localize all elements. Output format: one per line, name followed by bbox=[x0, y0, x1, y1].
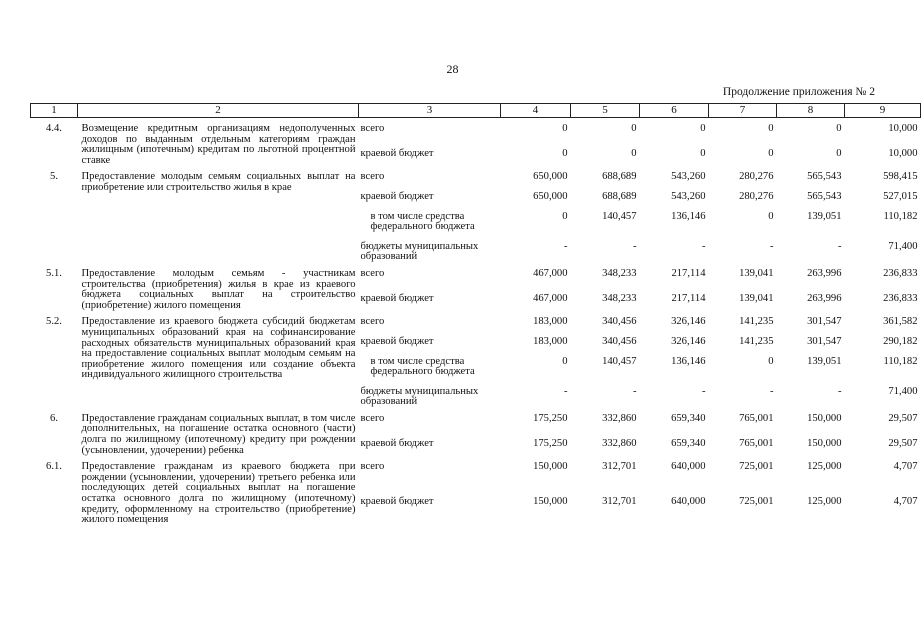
amount-cell: 659,340 bbox=[671, 438, 706, 450]
item-number: 5. bbox=[50, 171, 58, 183]
amount-cell: 71,400 bbox=[888, 385, 918, 397]
amount-cell: 0 bbox=[562, 210, 568, 222]
amount-cell: 332,860 bbox=[602, 412, 637, 424]
amount-cell: 650,000 bbox=[533, 190, 568, 202]
amount-cell: 0 bbox=[562, 355, 568, 367]
amount-cell: 10,000 bbox=[888, 123, 918, 134]
item-description: Предоставление молодым семьям социальных выплат на приобретение или строительство жилья в крае bbox=[81, 171, 356, 193]
amount-cell: 263,996 bbox=[807, 267, 842, 279]
amount-cell: 650,000 bbox=[533, 171, 568, 183]
amount-cell: 765,001 bbox=[739, 412, 774, 424]
amount-cell: 110,182 bbox=[883, 355, 918, 367]
header-cell: 2 bbox=[78, 104, 359, 118]
amount-cell: 0 bbox=[562, 148, 568, 160]
table-row bbox=[31, 263, 921, 285]
amount-cell: 140,457 bbox=[602, 355, 637, 367]
amount-cell: 598,415 bbox=[883, 171, 918, 183]
amount-cell: 312,701 bbox=[602, 461, 637, 473]
amount-cell: - bbox=[837, 240, 842, 252]
table-row bbox=[31, 408, 921, 430]
amount-cell: 688,689 bbox=[602, 171, 637, 183]
amount-cell: 125,000 bbox=[807, 461, 842, 473]
amount-cell: 4,707 bbox=[893, 461, 918, 473]
amount-cell: 125,000 bbox=[807, 496, 842, 508]
amount-cell: 725,001 bbox=[739, 461, 774, 473]
item-description: Предоставление молодым семьям - участникам строительства (приобретения) жилья в крае из краевого бюджета социальных выплат на строительство (приобретение) жилого помещения bbox=[81, 267, 356, 311]
amount-cell: 467,000 bbox=[533, 293, 568, 305]
amount-cell: 688,689 bbox=[602, 190, 637, 202]
item-number: 6. bbox=[50, 412, 58, 424]
amount-cell: 0 bbox=[768, 123, 774, 134]
table-header-row bbox=[31, 104, 921, 118]
item-number: 4.4. bbox=[46, 123, 62, 134]
amount-cell: 725,001 bbox=[739, 496, 774, 508]
funding-source: краевой бюджет bbox=[360, 190, 434, 202]
amount-cell: 141,235 bbox=[739, 316, 774, 328]
item-number: 6.1. bbox=[46, 461, 62, 473]
item-description: Предоставление гражданам из краевого бюджета при рождении (усыновлении, удочерении) третьего ребенка или последующих детей социальных выплат на погашение остатка основного долга по жилищному (ипотечному) кредиту, оформленному на строительство (приобретение) жилого помещения bbox=[81, 461, 356, 526]
budget-table bbox=[30, 103, 921, 526]
amount-cell: 139,041 bbox=[739, 267, 774, 279]
amount-cell: 340,456 bbox=[602, 335, 637, 347]
amount-cell: 71,400 bbox=[888, 240, 918, 252]
amount-cell: 0 bbox=[700, 148, 706, 160]
amount-cell: 136,146 bbox=[671, 355, 706, 367]
page-number: 28 bbox=[446, 62, 459, 76]
table-row bbox=[31, 118, 921, 141]
amount-cell: 0 bbox=[700, 123, 706, 134]
amount-cell: 263,996 bbox=[807, 293, 842, 305]
amount-cell: 565,543 bbox=[807, 190, 842, 202]
funding-source: в том числе средства федерального бюджета bbox=[370, 355, 475, 378]
amount-cell: 348,233 bbox=[602, 293, 637, 305]
amount-cell: 340,456 bbox=[602, 316, 637, 328]
amount-cell: 140,457 bbox=[602, 210, 637, 222]
amount-cell: 280,276 bbox=[739, 190, 774, 202]
table-row bbox=[31, 311, 921, 328]
amount-cell: 141,235 bbox=[739, 335, 774, 347]
amount-cell: 326,146 bbox=[671, 316, 706, 328]
amount-cell: - bbox=[769, 240, 774, 252]
item-number: 5.2. bbox=[46, 316, 62, 328]
amount-cell: 4,707 bbox=[893, 496, 918, 508]
funding-source: краевой бюджет bbox=[360, 496, 434, 508]
amount-cell: 0 bbox=[631, 148, 637, 160]
amount-cell: 217,114 bbox=[671, 267, 706, 279]
amount-cell: 150,000 bbox=[533, 496, 568, 508]
amount-cell: 765,001 bbox=[739, 438, 774, 450]
amount-cell: 183,000 bbox=[533, 316, 568, 328]
amount-cell: - bbox=[837, 385, 842, 397]
amount-cell: 543,260 bbox=[671, 190, 706, 202]
amount-cell: 150,000 bbox=[807, 412, 842, 424]
amount-cell: 467,000 bbox=[533, 267, 568, 279]
header-cell: 9 bbox=[845, 104, 921, 118]
amount-cell: 348,233 bbox=[602, 267, 637, 279]
amount-cell: 139,041 bbox=[739, 293, 774, 305]
funding-source: в том числе средства федерального бюджета bbox=[370, 210, 475, 233]
amount-cell: 150,000 bbox=[533, 461, 568, 473]
amount-cell: 659,340 bbox=[671, 412, 706, 424]
funding-source: всего bbox=[360, 171, 385, 183]
amount-cell: 527,015 bbox=[883, 190, 918, 202]
funding-source: краевой бюджет bbox=[360, 335, 434, 347]
funding-source: краевой бюджет bbox=[360, 148, 434, 160]
amount-cell: 361,582 bbox=[883, 316, 918, 328]
amount-cell: 565,543 bbox=[807, 171, 842, 183]
header-cell: 1 bbox=[31, 104, 78, 118]
funding-source: бюджеты муниципальных образований bbox=[360, 385, 479, 408]
item-number: 5.1. bbox=[46, 267, 62, 279]
amount-cell: 175,250 bbox=[533, 438, 568, 450]
item-description: Предоставление из краевого бюджета субсидий бюджетам муниципальных образований края на софинансирование расходных обязательств муниципальных образований края на предоставление социальных выплат молодым семьям на приобретение жилого помещения или создание объекта индивидуального жилищного строительства bbox=[81, 316, 356, 381]
amount-cell: 0 bbox=[562, 123, 568, 134]
amount-cell: 29,507 bbox=[888, 438, 918, 450]
header-cell: 4 bbox=[501, 104, 571, 118]
amount-cell: - bbox=[701, 385, 706, 397]
header-cell: 8 bbox=[777, 104, 845, 118]
amount-cell: 150,000 bbox=[807, 438, 842, 450]
amount-cell: 0 bbox=[631, 123, 637, 134]
item-description: Возмещение кредитным организациям недополученных доходов по выданным отдельным категориям граждан жилищным (ипотечным) кредитам по льготной процентной ставке bbox=[81, 123, 356, 166]
amount-cell: 0 bbox=[836, 148, 842, 160]
amount-cell: 10,000 bbox=[888, 148, 918, 160]
amount-cell: 139,051 bbox=[807, 355, 842, 367]
amount-cell: - bbox=[632, 385, 637, 397]
amount-cell: - bbox=[769, 385, 774, 397]
funding-source: всего bbox=[360, 412, 385, 424]
amount-cell: 236,833 bbox=[883, 293, 918, 305]
amount-cell: - bbox=[563, 385, 568, 397]
amount-cell: 280,276 bbox=[739, 171, 774, 183]
funding-source: всего bbox=[360, 123, 385, 134]
amount-cell: 139,051 bbox=[807, 210, 842, 222]
amount-cell: 175,250 bbox=[533, 412, 568, 424]
amount-cell: - bbox=[563, 240, 568, 252]
amount-cell: 0 bbox=[768, 355, 774, 367]
amount-cell: 236,833 bbox=[883, 267, 918, 279]
amount-cell: 640,000 bbox=[671, 496, 706, 508]
amount-cell: - bbox=[632, 240, 637, 252]
amount-cell: 301,547 bbox=[807, 335, 842, 347]
funding-source: всего bbox=[360, 316, 385, 328]
amount-cell: - bbox=[701, 240, 706, 252]
item-description: Предоставление гражданам социальных выплат, в том числе дополнительных, на погашение остатка основного (части) долга по жилищному (ипотечному) кредиту при рождении (усыновлении, удочерении) ребенка bbox=[81, 412, 356, 456]
table-body bbox=[31, 118, 921, 526]
amount-cell: 29,507 bbox=[888, 412, 918, 424]
amount-cell: 217,114 bbox=[671, 293, 706, 305]
funding-source: краевой бюджет bbox=[360, 438, 434, 450]
amount-cell: 0 bbox=[768, 148, 774, 160]
amount-cell: 290,182 bbox=[883, 335, 918, 347]
amount-cell: 0 bbox=[768, 210, 774, 222]
amount-cell: 301,547 bbox=[807, 316, 842, 328]
funding-source: всего bbox=[360, 461, 385, 473]
amount-cell: 543,260 bbox=[671, 171, 706, 183]
amount-cell: 312,701 bbox=[602, 496, 637, 508]
continuation-note: Продолжение приложения № 2 bbox=[722, 86, 875, 98]
amount-cell: 332,860 bbox=[602, 438, 637, 450]
funding-source: бюджеты муниципальных образований bbox=[360, 240, 479, 263]
funding-source: краевой бюджет bbox=[360, 293, 434, 305]
amount-cell: 0 bbox=[836, 123, 842, 134]
header-cell: 6 bbox=[640, 104, 709, 118]
header-cell: 5 bbox=[571, 104, 640, 118]
amount-cell: 136,146 bbox=[671, 210, 706, 222]
header-cell: 3 bbox=[359, 104, 501, 118]
amount-cell: 640,000 bbox=[671, 461, 706, 473]
table-row bbox=[31, 456, 921, 488]
table-row bbox=[31, 166, 921, 183]
amount-cell: 183,000 bbox=[533, 335, 568, 347]
amount-cell: 326,146 bbox=[671, 335, 706, 347]
header-cell: 7 bbox=[709, 104, 777, 118]
funding-source: всего bbox=[360, 267, 385, 279]
amount-cell: 110,182 bbox=[883, 210, 918, 222]
